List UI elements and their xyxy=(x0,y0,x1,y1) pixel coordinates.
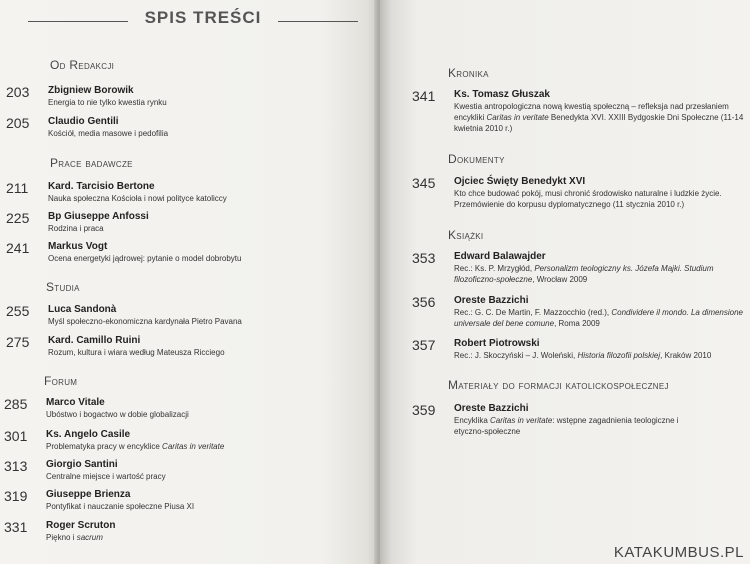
entry-author: Edward Balawajder xyxy=(454,251,546,262)
header-rule-left xyxy=(28,21,128,22)
entry-author: Kard. Tarcisio Bertone xyxy=(48,181,155,192)
page-number: 341 xyxy=(412,88,436,104)
entry-author: Markus Vogt xyxy=(48,241,108,252)
entry-author: Giorgio Santini xyxy=(46,459,118,470)
entry-title: Kto chce budować pokój, musi chronić środowisko naturalne i ludzkie życie. Przemówienie do korpusu dyplomatycznego (11 stycznia 2010 r.) xyxy=(454,189,722,209)
entry-title: Kwestia antropologiczna nową kwestią społeczną – refleksja nad przesłaniem encykliki Caritas in veritate Benedykta XVI. XXIII Bydgoskie Dni Społeczne (11-14 kwietnia 2010 r.) xyxy=(454,102,744,133)
entry-author: Ks. Angelo Casile xyxy=(46,429,131,440)
page-number: 319 xyxy=(4,488,28,504)
section-materialy: Materiały do formacji katolickospołecznej xyxy=(448,378,669,392)
page-number: 241 xyxy=(6,240,30,256)
entry-author: Luca Sandonà xyxy=(48,304,117,315)
section-forum: Forum xyxy=(44,374,78,388)
entry-title: Rec.: Ks. P. Mrzygłód, Personalizm teologiczny ks. Józefa Majki. Studium filozoficzno-społeczne, Wrocław 2009 xyxy=(454,264,714,284)
section-kronika: Kronika xyxy=(448,66,489,80)
page-number: 301 xyxy=(4,428,28,444)
page-number: 285 xyxy=(4,396,28,412)
entry-title: Problematyka pracy w encyklice Caritas in veritate xyxy=(46,442,225,451)
entry-author: Bp Giuseppe Anfossi xyxy=(48,211,149,222)
toc-title: SPIS TREŚCI xyxy=(144,8,262,27)
entry-author: Ojciec Święty Benedykt XVI xyxy=(454,176,586,187)
section-od-redakcji: Od Redakcji xyxy=(50,58,115,72)
entry-title: Encyklika Caritas in veritate: wstępne zagadnienia teologiczne i etyczno-społeczne xyxy=(454,416,679,436)
right-page xyxy=(380,0,750,564)
entry-author: Robert Piotrowski xyxy=(454,338,540,349)
entry-author: Giuseppe Brienza xyxy=(46,489,131,500)
page-number: 345 xyxy=(412,175,436,191)
site-watermark: KATAKUMBUS.PL xyxy=(613,544,744,561)
entry-author: Marco Vitale xyxy=(46,397,105,408)
page-number: 357 xyxy=(412,337,436,353)
entry-title: Nauka społeczna Kościoła i nowi polityce katoliccy xyxy=(48,194,227,203)
entry-author: Ks. Tomasz Głuszak xyxy=(454,89,550,100)
entry-title: Ubóstwo i bogactwo w dobie globalizacji xyxy=(46,410,189,419)
header-rule-right xyxy=(278,21,358,22)
section-dokumenty: Dokumenty xyxy=(448,152,505,166)
section-prace-badawcze: Prace badawcze xyxy=(50,156,133,170)
entry-author: Oreste Bazzichi xyxy=(454,295,529,306)
entry-author: Oreste Bazzichi xyxy=(454,403,529,414)
page-number: 359 xyxy=(412,402,436,418)
section-studia: Studia xyxy=(46,280,80,294)
entry-title: Kościół, media masowe i pedofilia xyxy=(48,129,169,138)
page-number: 356 xyxy=(412,294,436,310)
page-number: 205 xyxy=(6,115,30,131)
entry-title: Rec.: J. Skoczyński – J. Woleński, Historia filozofii polskiej, Kraków 2010 xyxy=(454,351,712,360)
page-number: 211 xyxy=(6,180,29,196)
entry-title: Energia to nie tylko kwestia rynku xyxy=(48,98,167,107)
entry-author: Claudio Gentili xyxy=(48,116,119,127)
entry-title: Piękno i sacrum xyxy=(46,533,103,542)
page-number: 353 xyxy=(412,250,436,266)
page-number: 313 xyxy=(4,458,28,474)
entry-title: Ocena energetyki jądrowej: pytanie o model dobrobytu xyxy=(48,254,242,263)
page-number: 331 xyxy=(4,519,28,535)
entry-title: Rec.: G. C. De Martin, F. Mazzocchio (red.), Condividere il mondo. La dimensione universale del bene comune, Roma 2009 xyxy=(454,308,744,328)
entry-title: Myśl społeczno-ekonomiczna kardynała Pietro Pavana xyxy=(48,317,242,326)
page-number: 203 xyxy=(6,84,30,100)
entry-author: Roger Scruton xyxy=(46,520,116,531)
page-number: 225 xyxy=(6,210,30,226)
entry-title: Rodzina i praca xyxy=(48,224,104,233)
entry-title: Pontyfikat i nauczanie społeczne Piusa XI xyxy=(46,502,195,511)
entry-title: Rozum, kultura i wiara według Mateusza Ricciego xyxy=(48,348,225,357)
section-ksiazki: Książki xyxy=(448,228,484,242)
page-number: 275 xyxy=(6,334,30,350)
entry-author: Zbigniew Borowik xyxy=(48,85,134,96)
entry-author: Kard. Camillo Ruini xyxy=(48,335,141,346)
page-number: 255 xyxy=(6,303,30,319)
toc-header xyxy=(28,8,358,32)
entry-title: Centralne miejsce i wartość pracy xyxy=(46,472,166,481)
